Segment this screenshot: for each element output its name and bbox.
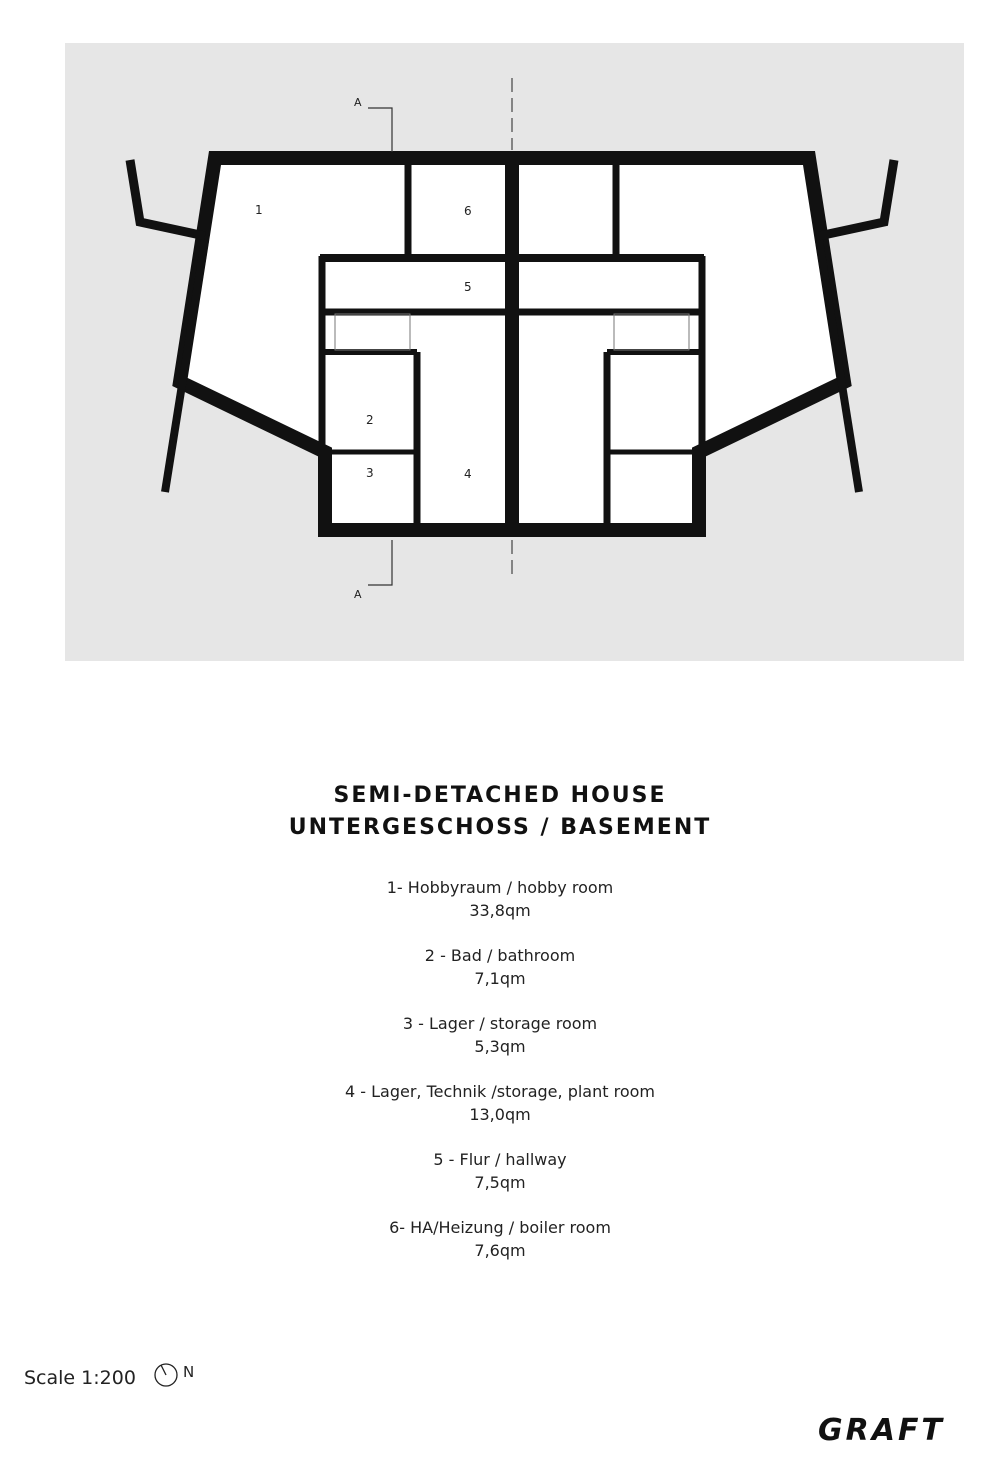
north-arrow-icon [153, 1362, 179, 1388]
room-name: 4 - Lager, Technik /storage, plant room [344, 1082, 655, 1101]
room-area: 33,8qm [469, 901, 531, 920]
room-area: 7,1qm [474, 969, 526, 988]
room-name: 1- Hobbyraum / hobby room [386, 878, 614, 897]
room-number-1: 1 [255, 203, 263, 217]
room-area: 7,6qm [474, 1241, 526, 1260]
graft-logo [818, 1410, 983, 1448]
plan-title [0, 780, 1000, 844]
scale-label: Scale 1:200 [24, 1367, 136, 1389]
floor-plan-drawing [65, 43, 964, 661]
room-entry [0, 1080, 1000, 1126]
section-line-top [368, 108, 392, 152]
room-number-4: 4 [464, 467, 472, 481]
room-name: 6- HA/Heizung / boiler room [389, 1218, 611, 1237]
right-house [512, 158, 894, 530]
right-house-floor [512, 158, 844, 530]
title-line-2: UNTERGESCHOSS / BASEMENT [288, 815, 712, 840]
section-label-top: A [354, 96, 362, 109]
room-schedule [0, 876, 1000, 1284]
room-number-2: 2 [366, 413, 374, 427]
title-line-1: SEMI-DETACHED HOUSE [333, 783, 667, 808]
room-entry [0, 1012, 1000, 1058]
section-label-bottom: A [354, 588, 362, 601]
room-number-5: 5 [464, 280, 472, 294]
floor-plan-panel [65, 43, 964, 661]
room-entry [0, 944, 1000, 990]
left-house [130, 158, 512, 530]
room-name: 2 - Bad / bathroom [424, 946, 576, 965]
north-label: N [183, 1363, 195, 1381]
room-entry [0, 1148, 1000, 1194]
room-entry [0, 876, 1000, 922]
room-entry [0, 1216, 1000, 1262]
room-number-3: 3 [366, 466, 374, 480]
room-name: 5 - Flur / hallway [433, 1150, 567, 1169]
room-number-6: 6 [464, 204, 472, 218]
room-area: 13,0qm [469, 1105, 531, 1124]
right-light-well-wall [819, 160, 894, 236]
left-house-floor [180, 158, 512, 530]
section-line-bottom [368, 540, 392, 585]
svg-text:GRAFT: GRAFT [818, 1413, 945, 1448]
room-area: 5,3qm [474, 1037, 526, 1056]
room-name: 3 - Lager / storage room [402, 1014, 598, 1033]
room-area: 7,5qm [474, 1173, 526, 1192]
left-light-well-wall [130, 160, 205, 236]
